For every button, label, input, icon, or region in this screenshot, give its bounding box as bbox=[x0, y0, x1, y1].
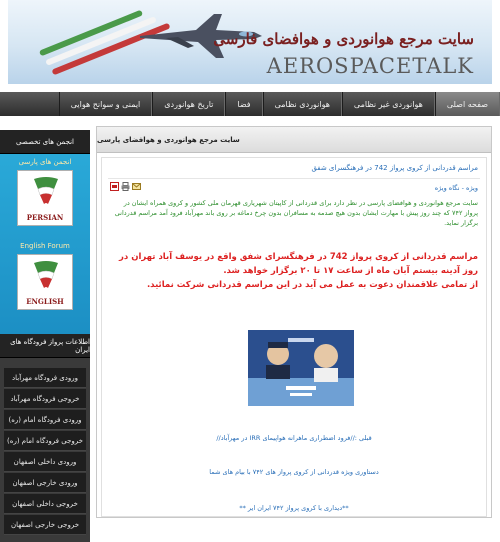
article-tools bbox=[110, 182, 141, 191]
article-title-link[interactable]: مراسم قدردانی از کروی پرواز 742 در فرهنگسرای شفق bbox=[311, 164, 478, 172]
english-banner-caption: ENGLISH bbox=[26, 297, 64, 306]
main-heading: سایت مرجع هوانوردی و هوافضای پارسی bbox=[97, 127, 491, 153]
article-category-link[interactable]: ویژه - نگاه ویژه bbox=[434, 184, 478, 192]
article-divider bbox=[108, 178, 480, 179]
airport-link-isfahan-intl-arrivals[interactable]: ورودی خارجی اصفهان bbox=[4, 473, 86, 493]
airport-link-imam-arrivals[interactable]: ورودی فرودگاه امام (ره) bbox=[4, 410, 86, 430]
airport-link-isfahan-domestic-departures[interactable]: خروجی داخلی اصفهان bbox=[4, 494, 86, 514]
prev-article-link[interactable]: قبلی ://فرود اضطراری ماهرانه هواپیمای IRR در مهرآباد// bbox=[216, 434, 372, 442]
email-icon[interactable] bbox=[132, 182, 141, 191]
site-title-latin: AEROSPACETALK bbox=[266, 54, 474, 78]
sidebar bbox=[0, 130, 90, 529]
crew-meeting-link[interactable]: **دیداری با کروی پرواز ۷۴۲ ایران ایر ** bbox=[239, 504, 349, 512]
article-highlight-line-1: مراسم قدردانی از کروی پرواز 742 در فرهنگسرای شفق واقع در یوسف آباد تهران در روز آدینه بیستم آبان ماه از ساعت ۱۷ تا ۲۰ برگزار خواهد شد. bbox=[119, 252, 478, 276]
article-highlight-line-2: از تمامی علاقمندان دعوت به عمل می آید در این مراسم قدردانی شرکت نمائید. bbox=[146, 280, 478, 290]
airport-link-mehrabad-arrivals[interactable]: ورودی فرودگاه مهرآباد bbox=[4, 368, 86, 388]
persian-forum-banner[interactable] bbox=[17, 170, 73, 226]
article-highlight bbox=[110, 250, 478, 292]
nav-civil-aviation[interactable]: هوانوردی غیر نظامی bbox=[342, 92, 435, 116]
print-icon[interactable] bbox=[121, 182, 130, 191]
airport-info-list bbox=[0, 358, 90, 542]
airport-link-mehrabad-departures[interactable]: خروجی فرودگاه مهرآباد bbox=[4, 389, 86, 409]
english-forum-link[interactable]: English Forum bbox=[20, 242, 70, 250]
event-poster-image[interactable] bbox=[248, 330, 354, 406]
nav-safety-accidents[interactable]: ایمنی و سوانح هوایی bbox=[59, 92, 153, 116]
english-flag-emblem-icon bbox=[32, 259, 60, 289]
pdf-icon[interactable] bbox=[110, 182, 119, 191]
site-title-persian: سایت مرجع هوانوردی و هوافضای فارسی bbox=[213, 30, 474, 48]
forums-header: انجمن های تخصصی bbox=[0, 130, 90, 154]
nav-home[interactable]: صفحه اصلی bbox=[435, 92, 500, 116]
related-article-link[interactable]: دستاوری ویژه قدردانی از کروی پرواز های ۷۴۲ با بیام های شما bbox=[209, 468, 379, 476]
persian-banner-caption: PERSIAN bbox=[26, 213, 64, 222]
nav-aviation-history[interactable]: تاریخ هوانوردی bbox=[152, 92, 225, 116]
site-header-banner bbox=[8, 0, 492, 84]
nav-military-aviation[interactable]: هوانوردی نظامی bbox=[263, 92, 342, 116]
article-body: سایت مرجع هوانوردی و هوافضای پارسی در نظر دارد برای قدردانی از کاپیتان شهریاری قهرمان ملی کشور و کروی همراه ایشان در پرواز ۷۴۲ که چند روز پیش با مهارت ایشان بدون هیچ صدمه به مسافران بدون چرخ دماغه بر روی باند مهرآباد فرود آمد مراسم قدردانی برگزار نماید. bbox=[114, 199, 478, 227]
airport-link-isfahan-intl-departures[interactable]: خروجی خارجی اصفهان bbox=[4, 515, 86, 535]
nav-space[interactable]: فضا bbox=[225, 92, 262, 116]
airport-link-imam-departures[interactable]: خروجی فرودگاه امام (ره) bbox=[4, 431, 86, 451]
persian-forum-link[interactable]: انجمن های پارسی bbox=[18, 158, 72, 166]
main-navigation bbox=[0, 92, 500, 116]
article bbox=[101, 157, 487, 517]
english-forum-banner[interactable] bbox=[17, 254, 73, 310]
airport-link-isfahan-domestic-arrivals[interactable]: ورودی داخلی اصفهان bbox=[4, 452, 86, 472]
airport-info-header: اطلاعات پرواز فرودگاه های ایران bbox=[0, 334, 90, 358]
main-content bbox=[96, 126, 492, 518]
persian-flag-emblem-icon bbox=[32, 175, 60, 205]
forums-box bbox=[0, 154, 90, 334]
